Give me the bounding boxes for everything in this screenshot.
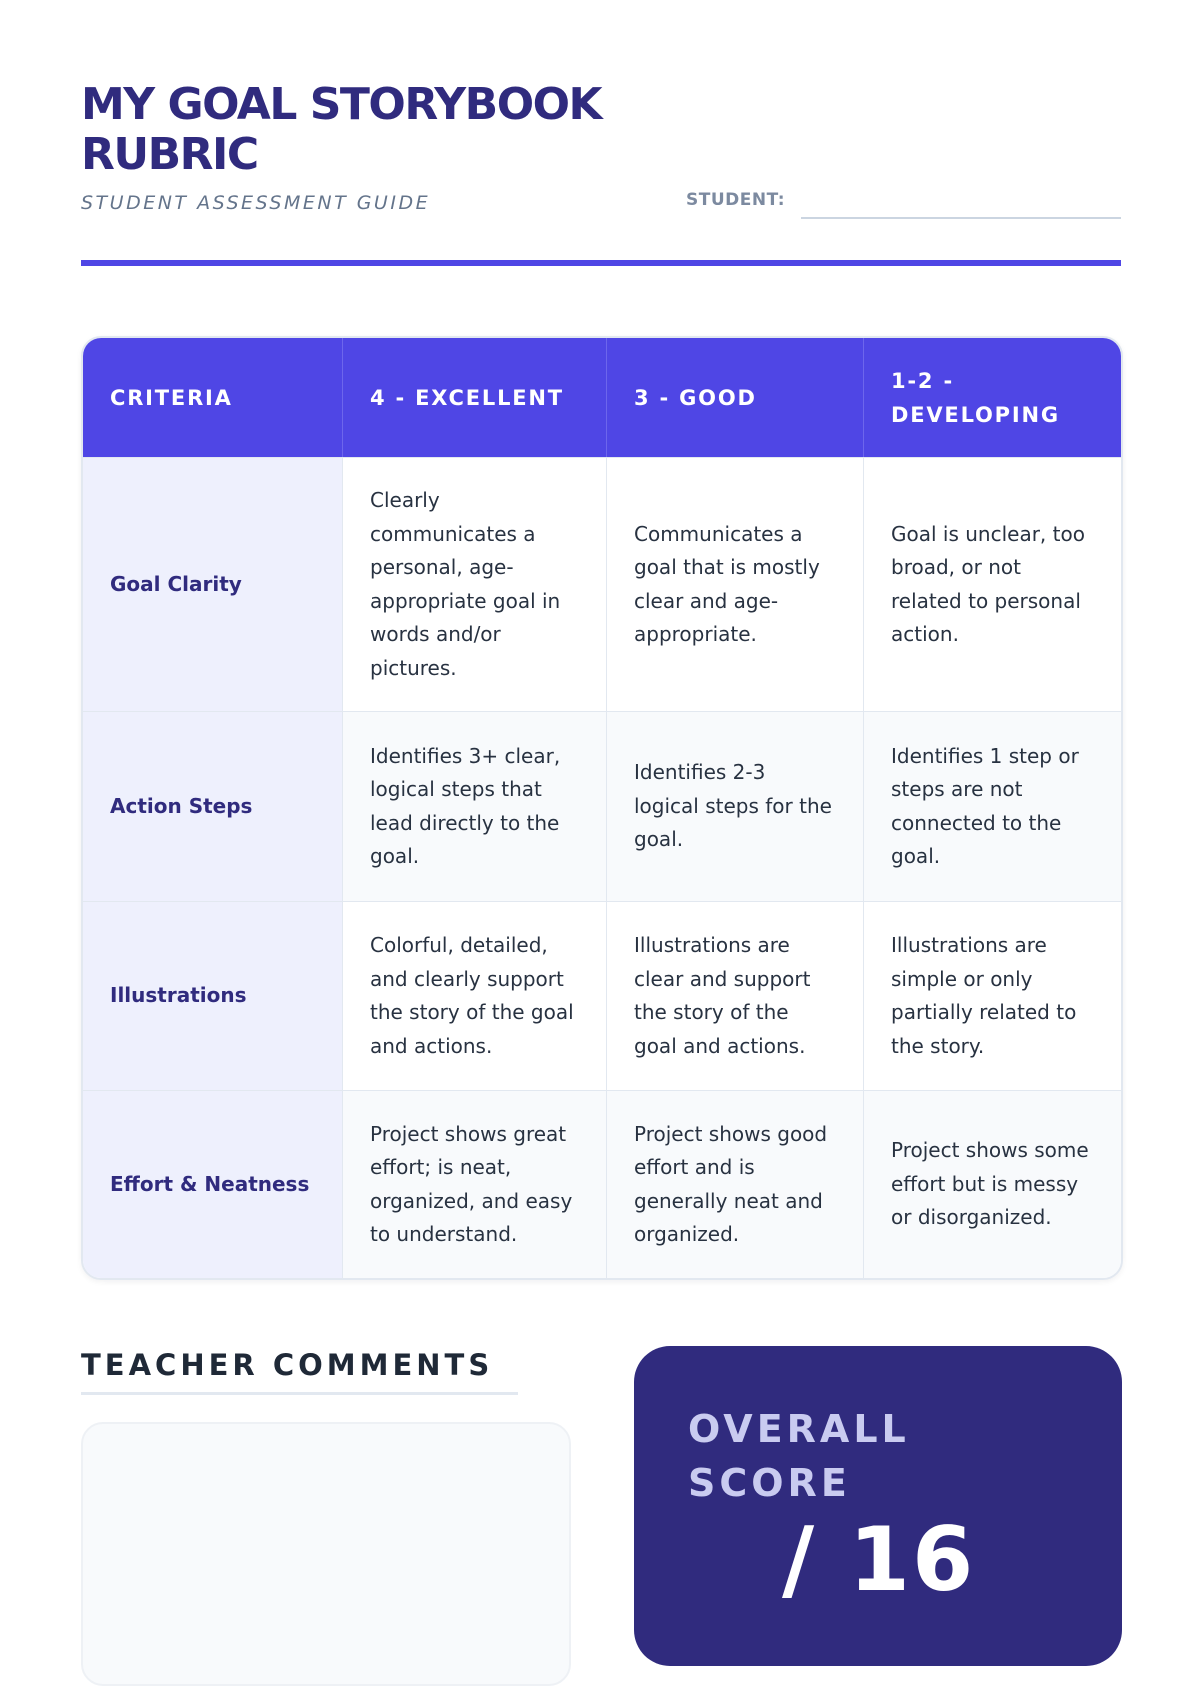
overall-score-card <box>634 1346 1122 1666</box>
comments-divider <box>81 1392 518 1395</box>
cell-developing: Illustrations are simple or only partially related to the story. <box>891 933 1077 1058</box>
overall-score-label: OVERALL SCORE <box>688 1407 910 1505</box>
rubric-header-row <box>83 338 1121 457</box>
criterion-effort-neatness: Effort & Neatness <box>83 1091 343 1278</box>
teacher-comments-box[interactable] <box>81 1422 571 1686</box>
cell-good: Communicates a goal that is mostly clear and age-appropriate. <box>607 458 864 711</box>
rubric-page <box>81 0 1121 1611</box>
column-header-developing: 1-2 - DEVELOPING <box>891 368 1060 427</box>
table-row <box>83 901 1121 1090</box>
column-header-excellent: 4 - EXCELLENT <box>343 338 607 457</box>
table-row <box>83 711 1121 901</box>
cell-excellent: Identifies 3+ clear, logical steps that lead directly to the goal. <box>343 712 607 901</box>
cell-good: Identifies 2-3 logical steps for the goal. <box>607 712 864 901</box>
cell-excellent: Clearly communicates a personal, age-appropriate goal in words and/or pictures. <box>343 458 607 711</box>
page-title: MY GOAL STORYBOOK RUBRIC <box>81 79 602 180</box>
teacher-comments-heading: TEACHER COMMENTS <box>81 1348 494 1382</box>
cell-good: Illustrations are clear and support the story of the goal and actions. <box>607 902 864 1090</box>
page-header <box>81 80 1121 268</box>
cell-developing: Goal is unclear, too broad, or not related to personal action. <box>891 521 1085 646</box>
column-header-criteria: CRITERIA <box>83 338 343 457</box>
table-row <box>83 457 1121 711</box>
column-header-good: 3 - GOOD <box>607 338 864 457</box>
cell-developing: Identifies 1 step or steps are not connected to the goal. <box>864 712 1121 901</box>
page-subtitle: STUDENT ASSESSMENT GUIDE <box>81 192 431 214</box>
header-divider <box>81 260 1121 266</box>
cell-developing: Project shows some effort but is messy or disorganized. <box>864 1091 1121 1278</box>
criterion-action-steps: Action Steps <box>83 712 343 901</box>
student-label: STUDENT: <box>686 190 786 210</box>
table-row <box>83 1090 1121 1278</box>
student-name-field[interactable] <box>801 217 1121 219</box>
cell-excellent: Project shows great effort; is neat, organized, and easy to understand. <box>343 1091 607 1278</box>
overall-score-value: / 16 <box>782 1508 976 1611</box>
criterion-illustrations: Illustrations <box>83 902 343 1090</box>
cell-good: Project shows good effort and is generally neat and organized. <box>607 1091 864 1278</box>
cell-excellent: Colorful, detailed, and clearly support the story of the goal and actions. <box>343 902 607 1090</box>
criterion-goal-clarity: Goal Clarity <box>83 458 343 711</box>
rubric-table <box>81 336 1123 1280</box>
